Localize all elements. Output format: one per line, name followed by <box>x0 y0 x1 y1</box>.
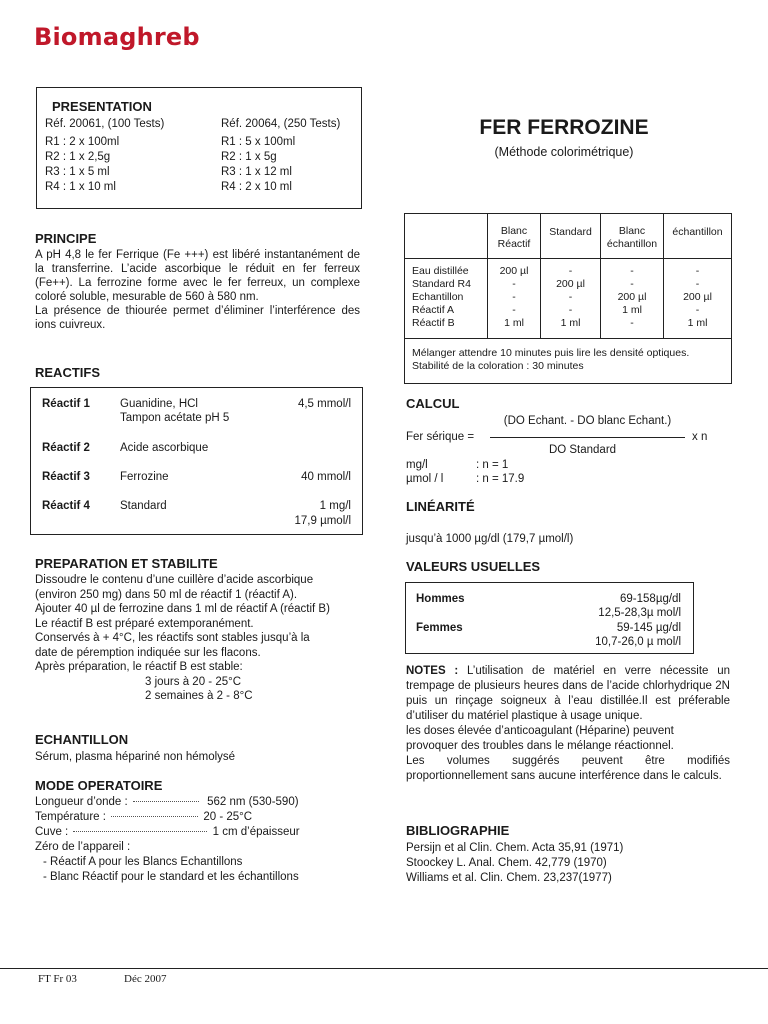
presentation-heading: PRESENTATION <box>52 99 152 114</box>
reactifs-heading: REACTIFS <box>35 365 100 380</box>
cell: - <box>630 317 634 329</box>
wavelength-line <box>35 795 300 810</box>
procedure-table <box>404 213 732 384</box>
calcul-multiplier: x n <box>692 431 708 443</box>
reactif-1-buffer: Tampon acétate pH 5 <box>120 412 230 424</box>
presentation-ref: Réf. 20064, (250 Tests) <box>221 118 341 130</box>
preparation-line: Conservés à + 4°C, les réactifs sont stables jusqu’à la <box>35 632 310 644</box>
brand-logo: Biomaghreb <box>34 23 200 51</box>
valeurs-heading: VALEURS USUELLES <box>406 559 541 574</box>
notes-line: les doses élevée d’anticoagulant (Héparine) peuvent <box>406 725 674 737</box>
preparation-line: date de péremption indiquée sur les flacons. <box>35 646 261 659</box>
presentation-item: R2 : 1 x 5g <box>221 151 277 163</box>
hommes-value-mg: 69-158µg/dl <box>620 593 681 605</box>
presentation-item: R4 : 2 x 10 ml <box>221 181 292 193</box>
presentation-item: R3 : 1 x 5 ml <box>45 166 110 178</box>
echantillon-text: Sérum, plasma hépariné non hémolysé <box>35 751 236 763</box>
reactif-4-component: Standard <box>120 500 167 512</box>
note-line: Stabilité de la coloration : 30 minutes <box>412 360 584 372</box>
note-line: Mélanger attendre 10 minutes puis lire les densité optiques. <box>412 347 690 359</box>
hommes-label: Hommes <box>416 593 465 605</box>
cuve-label: Cuve : <box>35 826 69 838</box>
preparation-line: Dissoudre le contenu d’une cuillère d’acide ascorbique <box>35 574 314 586</box>
zero-item: - Réactif A pour les Blancs Echantillons <box>43 856 243 868</box>
cell: - <box>512 291 516 303</box>
calcul-heading: CALCUL <box>406 396 460 411</box>
presentation-ref: Réf. 20061, (100 Tests) <box>45 118 165 130</box>
cell: - <box>630 265 634 277</box>
cell: 200 µl <box>617 291 647 303</box>
preparation-line: Le réactif B est préparé extemporanément. <box>35 617 254 630</box>
presentation-col-100 <box>45 117 164 195</box>
col-echantillon <box>664 259 732 339</box>
footer-date: Déc 2007 <box>124 973 167 985</box>
presentation-item: R2 : 1 x 2,5g <box>45 151 111 163</box>
reactif-3-name: Réactif 3 <box>42 471 90 483</box>
table-corner <box>405 214 488 259</box>
header-label: Blanc échantillon <box>606 225 658 250</box>
cell: - <box>568 265 573 277</box>
header-standard <box>541 214 601 259</box>
notes-line: provoquer des troubles dans le mélange réactionnel. <box>406 740 674 752</box>
principe-paragraph: A pH 4,8 le fer Ferrique (Fe +++) est libéré instantanément de la transferrine. L’acide ascorbique le réduit en fer ferreux (Fe++). La ferrozine forme avec le fer ferreux, un complexe coloré soluble, mesurable de 560 à 580 nm. <box>35 249 360 303</box>
row-label: Réactif A <box>412 304 455 316</box>
preparation-line: Ajouter 40 µl de ferrozine dans 1 ml de réactif A (réactif B) <box>35 603 330 615</box>
header-label: Blanc Réactif <box>497 225 531 250</box>
cell: 1 ml <box>504 317 524 329</box>
biblio-heading: BIBLIOGRAPHIE <box>406 823 510 838</box>
document-title: FER FERROZINE <box>479 116 649 139</box>
notes-paragraph <box>406 664 730 724</box>
cell: - <box>512 304 516 316</box>
notes-paragraph: Les volumes suggérés peuvent être modifiés proportionnellement sans aucune interférence dans le calculs. <box>406 755 730 782</box>
femmes-value-mg: 59-145 µg/dl <box>616 622 681 634</box>
preparation-text <box>35 573 330 704</box>
cell: - <box>695 304 700 316</box>
reactif-3-component: Ferrozine <box>120 471 169 483</box>
notes-block <box>406 664 730 784</box>
calcul-label: Fer sérique = <box>406 431 475 443</box>
cell: 200 µl <box>683 291 712 303</box>
reactif-1-component: Guanidine, HCl <box>120 398 198 410</box>
biblio-reference: Persijn et al Clin. Chem. Acta 35,91 (1971) <box>406 842 624 854</box>
presentation-item: R1 : 5 x 100ml <box>221 136 296 148</box>
presentation-item: R4 : 1 x 10 ml <box>45 181 116 193</box>
cuve-line <box>35 825 300 840</box>
row-label: Echantillon <box>412 291 464 303</box>
header-label: échantillon <box>672 226 723 238</box>
zero-item: - Blanc Réactif pour le standard et les échantillons <box>43 871 299 883</box>
stability-1: 3 jours à 20 - 25°C <box>145 675 242 688</box>
cell: 200 µl <box>499 265 529 277</box>
presentation-col-250 <box>221 117 340 195</box>
principe-paragraph: La présence de thiourée permet d’éliminer l’interférence des ions cuivreux. <box>35 305 360 331</box>
preparation-line: Après préparation, le réactif B est stable: <box>35 661 243 673</box>
col-blanc-reactif <box>488 259 541 339</box>
reactif-2-name: Réactif 2 <box>42 442 90 454</box>
principe-heading: PRINCIPE <box>35 231 97 246</box>
table-note <box>405 339 732 384</box>
preparation-heading: PREPARATION ET STABILITE <box>35 556 218 571</box>
reactif-1-name: Réactif 1 <box>42 398 90 410</box>
reactif-4-concentration-mg: 1 mg/l <box>319 500 351 512</box>
reactifs-box <box>30 387 363 535</box>
wavelength-value: 562 nm (530-590) <box>207 796 299 808</box>
principe-text <box>35 248 360 332</box>
header-blanc-echantillon <box>601 214 664 259</box>
footer-code: FT Fr 03 <box>38 973 77 985</box>
row-label: Standard R4 <box>412 278 471 290</box>
cell: - <box>695 278 700 290</box>
linearite-text: jusqu’à 1000 µg/dl (179,7 µmol/l) <box>406 533 574 545</box>
preparation-line: (environ 250 mg) dans 50 ml de réactif 1 (réactif A). <box>35 588 298 601</box>
cell: - <box>568 304 573 316</box>
temperature-value: 20 - 25°C <box>203 811 253 823</box>
biblio-reference: Williams et al. Clin. Chem. 23,237(1977) <box>406 872 612 884</box>
dot-leader <box>111 816 198 817</box>
row-labels <box>405 259 488 339</box>
cell: - <box>512 278 516 290</box>
dot-leader <box>73 831 207 832</box>
biblio-reference: Stoockey L. Anal. Chem. 42,779 (1970) <box>406 857 607 869</box>
reactif-4-name: Réactif 4 <box>42 500 90 512</box>
hommes-value-mol: 12,5-28,3µ mol/l <box>598 607 681 619</box>
document-subtitle: (Méthode colorimétrique) <box>494 145 634 159</box>
linearite-heading: LINÉARITÉ <box>406 499 475 514</box>
header-label: Standard <box>549 226 592 238</box>
reactif-2-component: Acide ascorbique <box>120 442 209 454</box>
footer-rule <box>0 968 768 969</box>
valeurs-box <box>405 582 694 654</box>
col-standard <box>541 259 601 339</box>
presentation-item: R1 : 2 x 100ml <box>45 136 120 148</box>
reactif-4-concentration-mol: 17,9 µmol/l <box>294 515 351 527</box>
biblio-list <box>406 841 623 886</box>
calcul-denominator: DO Standard <box>548 444 617 456</box>
temperature-line <box>35 810 300 825</box>
mode-heading: MODE OPERATOIRE <box>35 778 163 793</box>
notes-text: L’utilisation de matériel en verre nécessite un trempage de plusieurs heures dans de l’acide chlorhydrique 2N puis un rinçage soigneux à l’eau distillée.Il est préferable d’utiliser du matériel plastique à usage unique. <box>406 665 730 722</box>
presentation-box <box>36 87 362 209</box>
unit-mol: µmol / l <box>406 473 444 485</box>
femmes-label: Femmes <box>416 622 463 634</box>
wavelength-label: Longueur d’onde : <box>35 796 128 808</box>
reactif-1-concentration: 4,5 mmol/l <box>297 398 351 410</box>
stability-2: 2 semaines à 2 - 8°C <box>145 690 253 702</box>
header-blanc-reactif <box>488 214 541 259</box>
col-blanc-echantillon <box>601 259 664 339</box>
cell: - <box>630 278 634 290</box>
temperature-label: Température : <box>35 811 106 823</box>
presentation-item: R3 : 1 x 12 ml <box>221 166 292 178</box>
header-echantillon <box>664 214 732 259</box>
dot-leader <box>133 801 199 802</box>
cell: 200 µl <box>556 278 585 290</box>
calcul-numerator: (DO Echant. - DO blanc Echant.) <box>503 415 672 427</box>
row-label: Eau distillée <box>412 265 469 277</box>
row-label: Réactif B <box>412 317 455 329</box>
cell: 1 ml <box>687 317 708 329</box>
cell: - <box>568 291 573 303</box>
mode-text <box>35 795 300 885</box>
reactif-3-concentration: 40 mmol/l <box>301 471 351 483</box>
cell: 1 ml <box>560 317 581 329</box>
cuve-value: 1 cm d’épaisseur <box>212 826 300 838</box>
notes-label: NOTES : <box>406 665 459 677</box>
femmes-value-mol: 10,7-26,0 µ mol/l <box>595 636 681 648</box>
factor-mol: : n = 17.9 <box>476 473 525 485</box>
echantillon-heading: ECHANTILLON <box>35 732 129 747</box>
cell: - <box>695 265 700 277</box>
factor-mg: : n = 1 <box>476 459 509 471</box>
fraction-bar <box>490 437 685 438</box>
zero-line: Zéro de l’appareil : <box>35 841 131 853</box>
unit-mg: mg/l <box>406 459 428 471</box>
cell: 1 ml <box>622 304 642 316</box>
